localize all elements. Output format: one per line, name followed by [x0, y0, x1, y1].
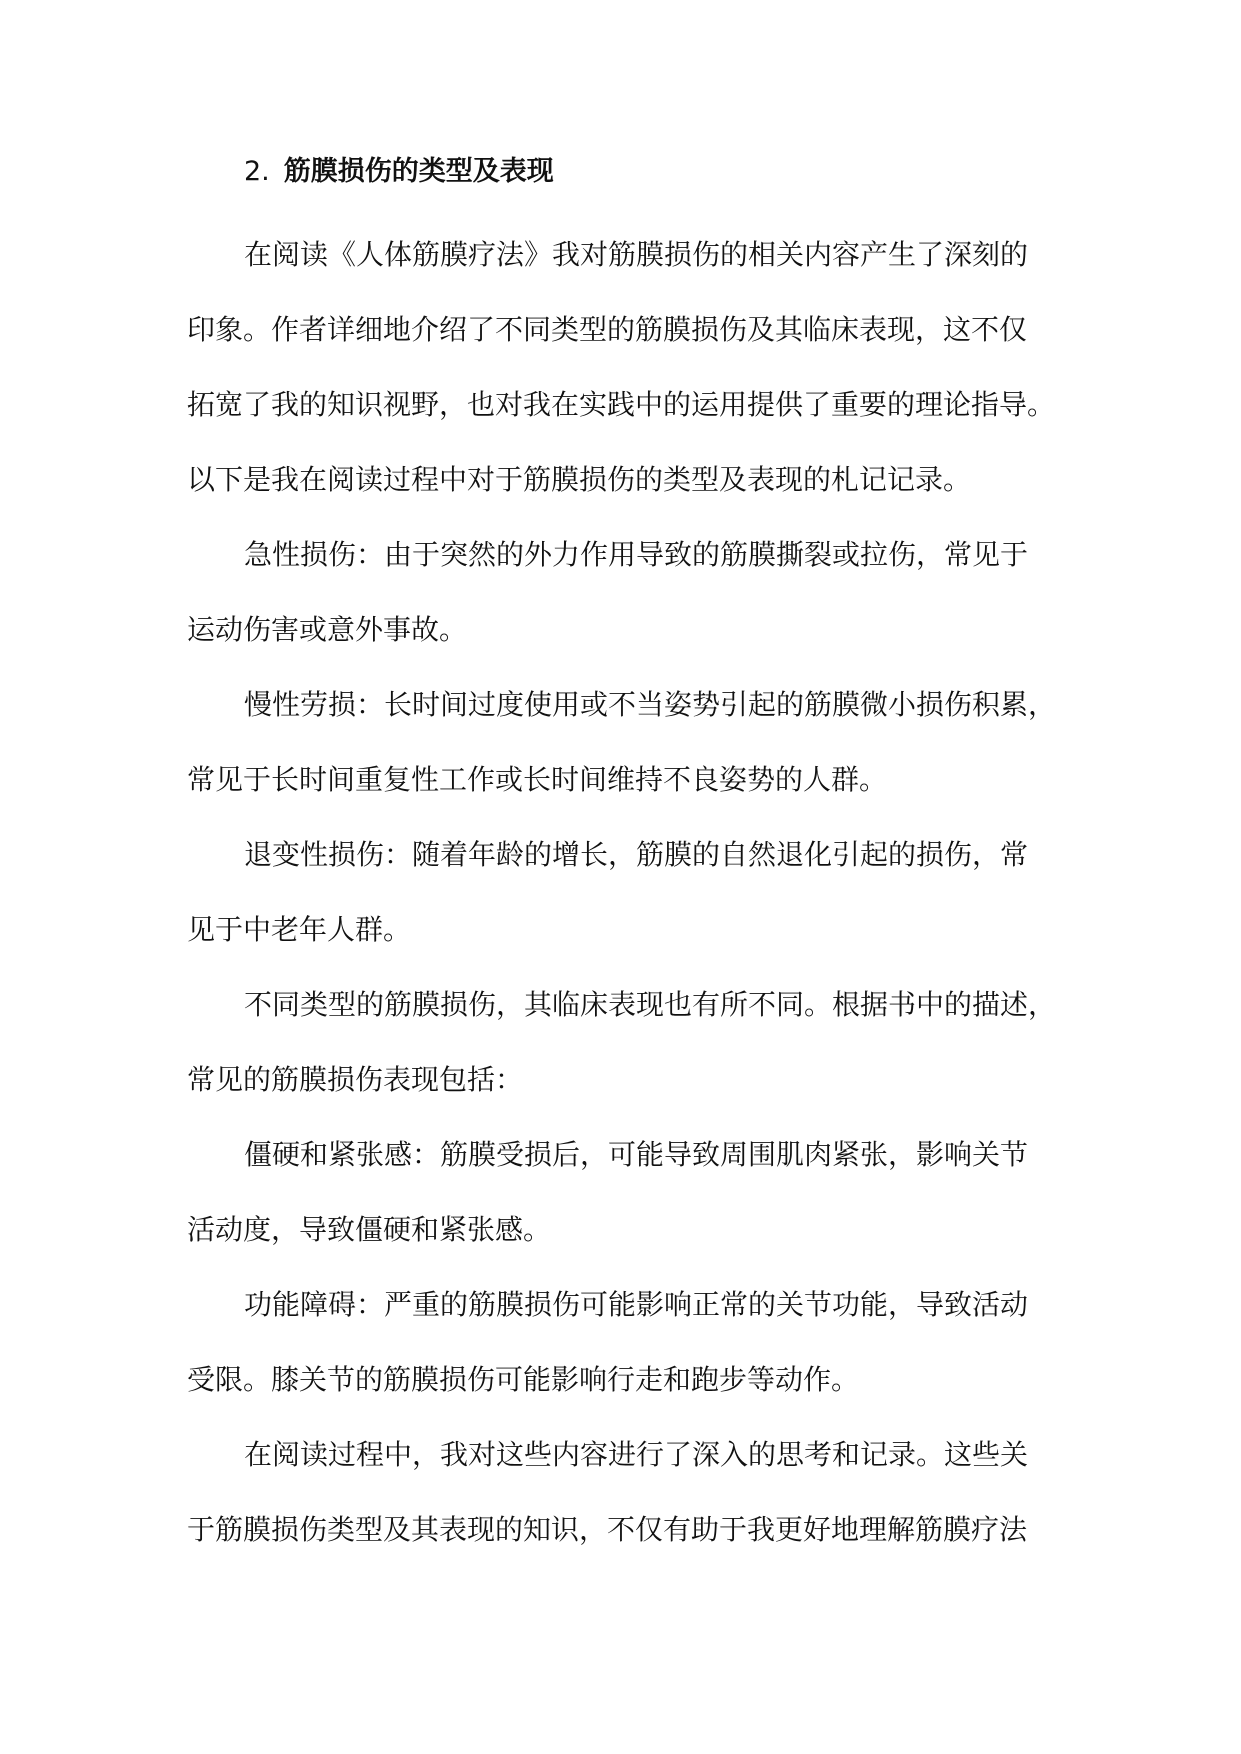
paragraph-line: 在阅读过程中，我对这些内容进行了深入的思考和记录。这些关	[244, 1438, 1029, 1471]
section-heading	[244, 148, 554, 196]
paragraph-line: 于筋膜损伤类型及其表现的知识，不仅有助于我更好地理解筋膜疗法	[187, 1513, 1028, 1546]
paragraph-line: 功能障碍：严重的筋膜损伤可能影响正常的关节功能，导致活动	[244, 1288, 1029, 1321]
section-title: 筋膜损伤的类型及表现	[283, 156, 554, 187]
paragraph-line: 慢性劳损：长时间过度使用或不当姿势引起的筋膜微小损伤积累，	[244, 688, 1057, 721]
paragraph-line: 常见于长时间重复性工作或长时间维持不良姿势的人群。	[187, 763, 888, 796]
paragraph-line: 以下是我在阅读过程中对于筋膜损伤的类型及表现的札记记录。	[187, 463, 972, 496]
paragraph-line: 僵硬和紧张感：筋膜受损后，可能导致周围肌肉紧张，影响关节	[244, 1138, 1029, 1171]
paragraph-line: 印象。作者详细地介绍了不同类型的筋膜损伤及其临床表现，这不仅	[187, 313, 1028, 346]
paragraph-line: 常见的筋膜损伤表现包括：	[187, 1063, 524, 1096]
paragraph-line: 活动度，导致僵硬和紧张感。	[187, 1213, 552, 1246]
paragraph-line: 急性损伤：由于突然的外力作用导致的筋膜撕裂或拉伤，常见于	[244, 538, 1029, 571]
paragraph-line: 受限。膝关节的筋膜损伤可能影响行走和跑步等动作。	[187, 1363, 860, 1396]
paragraph-line: 不同类型的筋膜损伤，其临床表现也有所不同。根据书中的描述，	[244, 988, 1057, 1021]
section-number: 2.	[244, 156, 270, 187]
paragraph-line: 退变性损伤：随着年龄的增长，筋膜的自然退化引起的损伤，常	[244, 838, 1029, 871]
paragraph-line: 在阅读《人体筋膜疗法》我对筋膜损伤的相关内容产生了深刻的	[244, 238, 1029, 271]
body-text	[187, 217, 1057, 1567]
paragraph-line: 见于中老年人群。	[187, 913, 412, 946]
paragraph-line: 运动伤害或意外事故。	[187, 613, 468, 646]
paragraph-line: 拓宽了我的知识视野，也对我在实践中的运用提供了重要的理论指导。	[187, 388, 1056, 421]
